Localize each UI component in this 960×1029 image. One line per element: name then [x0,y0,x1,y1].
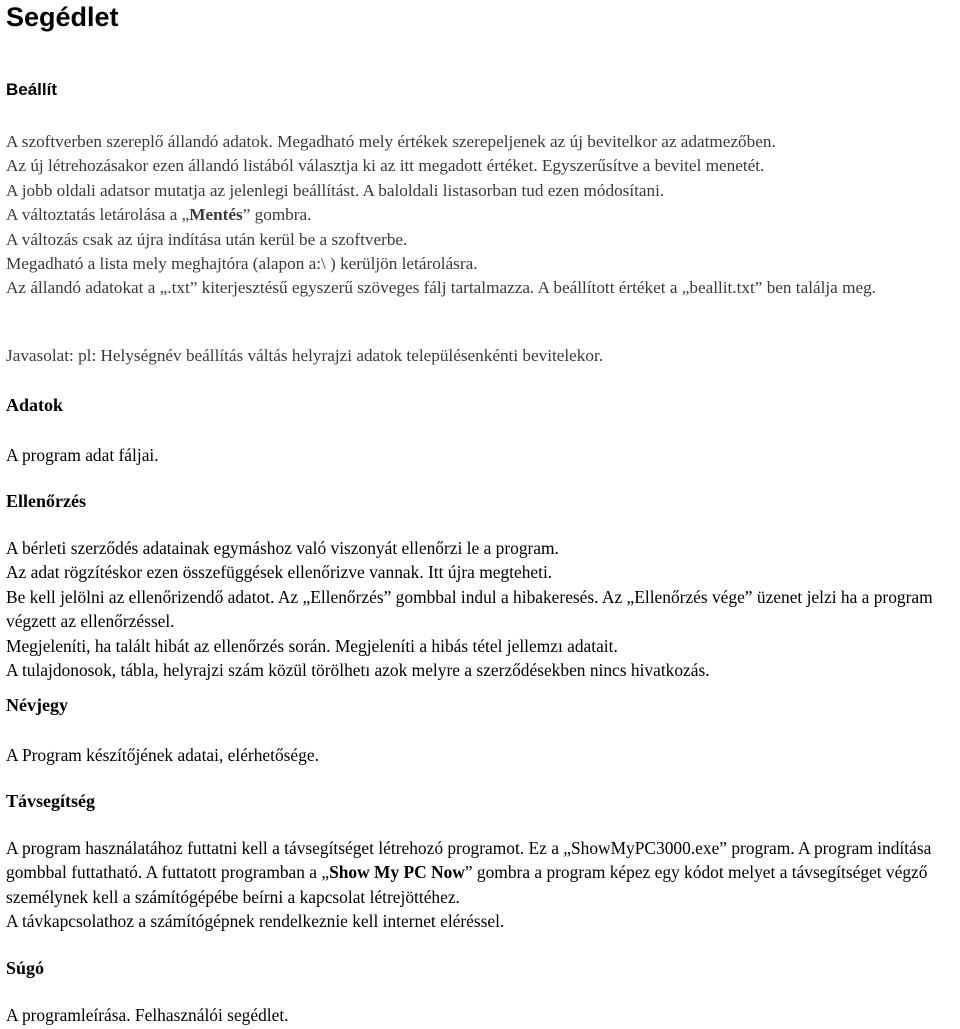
nevjegy-text: A Program készítőjének adatai, elérhetősége. [6,745,319,765]
section-heading-sugo: Súgó [6,958,45,978]
section-heading-nevjegy: Névjegy [6,695,68,715]
ellenorzes-line: Az adat rögzítéskor ezen összefüggések ellenőrizve vannak. Itt újra megteheti. [6,562,553,583]
page-title: Segédlet [6,2,119,32]
beallit-line: Megadható a lista mely meghajtóra (alapon a:\ ) kerüljön letárolásra. [6,254,478,274]
beallit-suggestion: Javasolat: pl: Helységnév beállítás váltás helyrajzi adatok településenkénti bevitelekor. [6,346,604,365]
beallit-txt-line: Az állandó adatokat a „.txt” kiterjesztésű egyszerű szöveges fálj tartalmazza. A beállított értéket a „beallit.txt” ben találja meg. [6,278,876,298]
ellenorzes-wrapped: Be kell jelölni az ellenőrizendő adatot. Az „Ellenőrzés” gombbal indul a hibakeresés. Az „Ellenőrzés vége” üzenet jelzi ha a program végzett az ellenőrzéssel. [6,586,933,632]
beallit-line: A szoftverben szereplő állandó adatok. Megadható mely értékek szerepeljenek az új bevitelkor az adatmezőben. [6,132,776,151]
adatok-text: A program adat fáljai. [6,445,159,465]
section-heading-ellenorzes: Ellenőrzés [6,491,86,511]
ellenorzes-line: A tulajdonosok, tábla, helyrajzi szám közül törölhetı azok melyre a szerződésekben nincs hivatkozás. [6,660,710,681]
ellenorzes-line: A bérleti szerződés adatainak egymáshoz való viszonyát ellenőrzi le a program. [6,538,559,558]
tavsegitseg-paragraph [6,836,960,934]
show-my-pc-now-label: Show My PC Now [329,862,465,883]
sugo-text: A programleírása. Felhasználói segédlet. [6,1005,289,1025]
beallit-save-line: A változtatás letárolása a „Mentés” gombra. [6,205,312,225]
section-heading-tavsegitseg: Távsegítség [6,791,95,811]
ellenorzes-line: Megjeleníti, ha talált hibát az ellenőrzés során. Megjeleníti a hibás tétel jellemzı adatait. [6,635,618,656]
beallit-line: Az új létrehozásakor ezen állandó listából választja ki az itt megadott értéket. Egyszerűsítve a bevitel menetét. [6,156,765,176]
beallit-line: A jobb oldali adatsor mutatja az jelenlegi beállítást. A baloldali listasorban tud ezen módosítani. [6,180,665,200]
ellenorzes-paragraph [6,536,960,682]
section-heading-beallit: Beállít [6,80,58,99]
beallit-paragraph [6,130,960,301]
save-label: Mentés [189,205,243,225]
tavsegitseg-wrapped: A program használatához futtatni kell a távsegítséget létrehozó programot. Ez a „ShowMyPC3000.exe” program. A program indítása gombbal futtatható. A futtatott programban a „Show My PC Now” gombra a program képez egy kódot melyet a távsegítséget végző személynek kell a számítógépébe beírni a kapcsolat létrejöttéhez. [6,838,932,907]
section-heading-adatok: Adatok [6,395,64,415]
beallit-line: A változás csak az újra indítása után kerül be a szoftverbe. [6,229,408,249]
tavsegitseg-line: A távkapcsolathoz a számítógépnek rendelkeznie kell internet eléréssel. [6,911,505,932]
